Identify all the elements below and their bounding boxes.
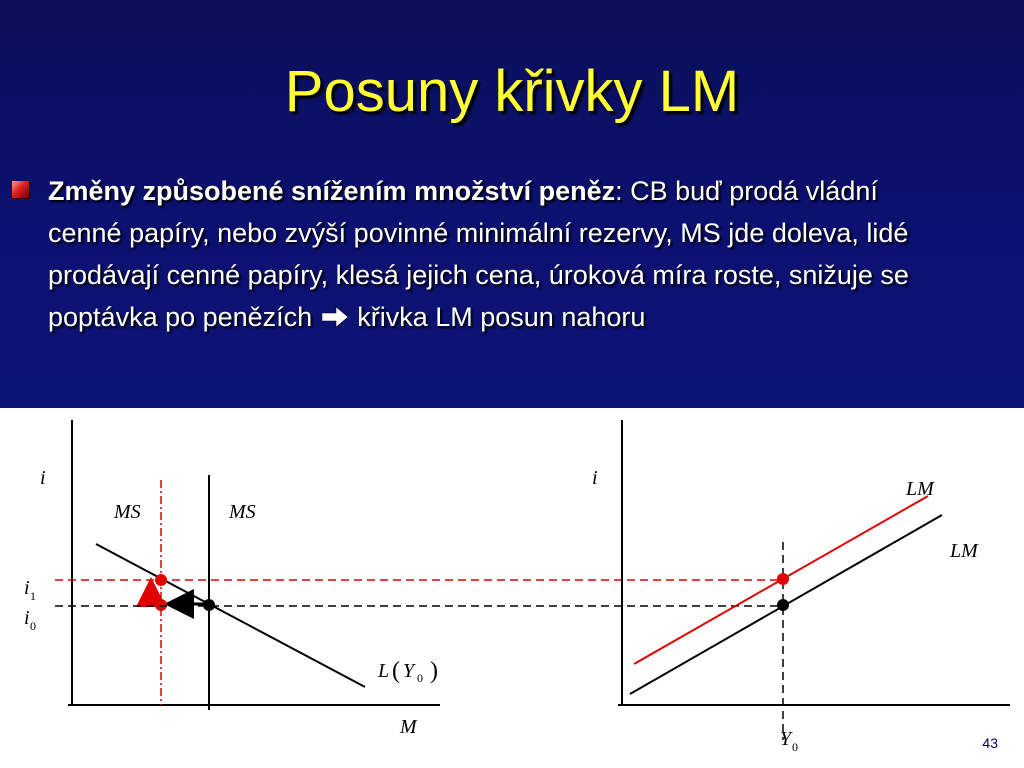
- money-demand-label: [377, 658, 438, 685]
- equilibrium-old-point: [203, 599, 215, 611]
- intermediate-point: [155, 599, 167, 611]
- money-market-graph: [24, 420, 440, 738]
- lm-shift-diagram: [0, 408, 1024, 768]
- right-y-axis-label: i: [592, 467, 598, 489]
- demand-label-rparen: ): [430, 658, 438, 684]
- demand-label-Y: Y: [403, 660, 415, 682]
- ms-old-label: MS: [229, 501, 256, 523]
- i1-subscript: 1: [30, 589, 36, 603]
- i0-subscript: 0: [30, 619, 36, 633]
- lm-new-label: LM: [906, 478, 934, 500]
- i1-label: i: [24, 577, 30, 599]
- y0-label: Y: [780, 728, 792, 750]
- lm-graph: [592, 420, 1010, 754]
- lm-old-label: LM: [950, 540, 978, 562]
- bullet-conclusion-text: křivka LM posun nahoru: [357, 302, 646, 332]
- demand-label-lparen: (: [392, 658, 400, 684]
- demand-label-sub: 0: [417, 671, 423, 685]
- bullet-square-icon: [12, 181, 29, 198]
- i0-label: i: [24, 607, 30, 629]
- bullet-text: [48, 170, 948, 338]
- bullet-body-text: : CB buď prodá vládní cenné papíry, nebo zvýší povinné minimální rezervy, MS jde doleva, lidé prodávají cenné papíry, klesá jejich cena, úroková míra roste, snižuje se poptávka po penězích: [48, 176, 909, 332]
- right-arrow-icon: [320, 305, 350, 329]
- lm-new-point: [777, 573, 789, 585]
- ms-new-label: MS: [114, 501, 141, 523]
- page-number: 43: [982, 735, 998, 751]
- money-demand-curve: [96, 544, 365, 687]
- left-x-axis-label: M: [400, 716, 417, 738]
- demand-label-L: L: [378, 660, 390, 682]
- lm-old-point: [777, 599, 789, 611]
- left-y-axis-label: i: [40, 467, 46, 489]
- bullet-bold-text: Změny způsobené snížením množství peněz: [48, 176, 616, 206]
- slide-title: Posuny křivky LM: [284, 59, 740, 124]
- y0-subscript: 0: [792, 740, 798, 754]
